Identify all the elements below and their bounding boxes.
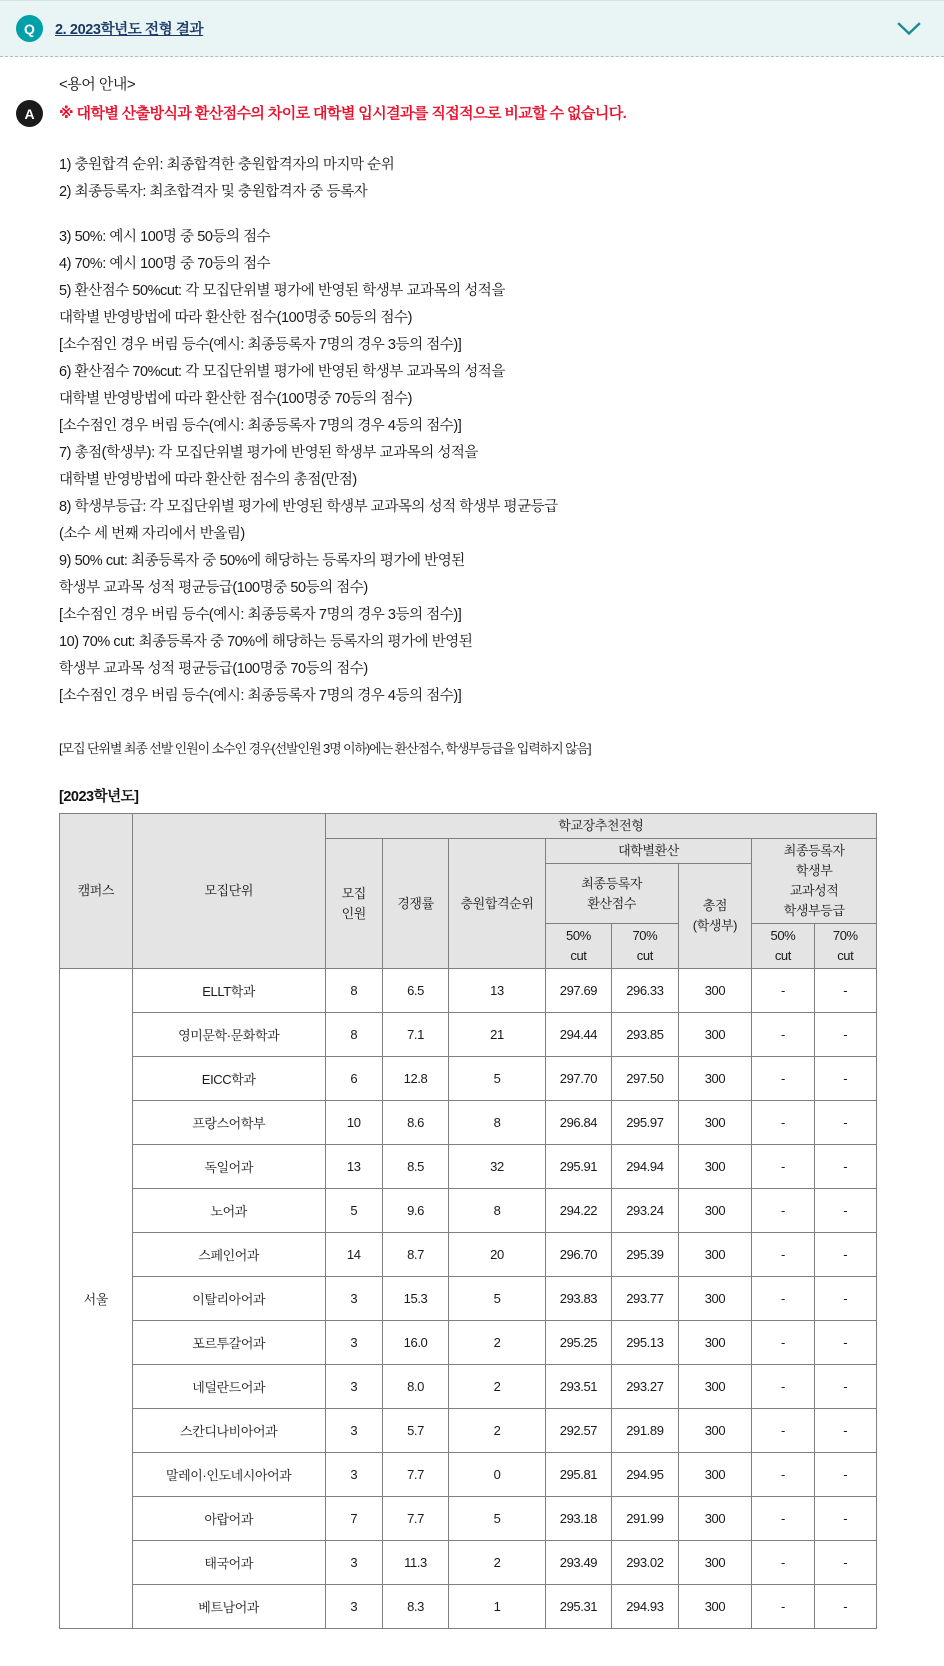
- term-line: (소수 세 번째 자리에서 반올림): [59, 526, 245, 542]
- table-row: [60, 1409, 877, 1453]
- header-grade-cut50: [752, 924, 814, 969]
- cell-ratio: 6.5: [382, 969, 448, 1013]
- cell-extra-rank: 0: [449, 1453, 546, 1497]
- cell-total: 300: [678, 1145, 752, 1189]
- cell-unit-name: 이탈리아어과: [132, 1277, 325, 1321]
- cell-ratio: 8.3: [382, 1585, 448, 1629]
- term-line: 10) 70% cut: 최종등록자 중 70%에 해당하는 등록자의 평가에 반영된: [59, 634, 473, 650]
- header-grade-line3: 교과성적: [789, 883, 839, 898]
- header-total-line2: (학생부): [692, 918, 738, 933]
- cell-total: 300: [678, 1101, 752, 1145]
- cell-score-cut50: 293.83: [545, 1277, 611, 1321]
- terms-spacer: [59, 206, 924, 224]
- term-line: 학생부 교과목 성적 평균등급(100명중 50등의 점수): [59, 580, 368, 596]
- header-total-line1: 총점: [702, 898, 728, 913]
- table-body: [60, 969, 877, 1629]
- cell-unit-name: 아랍어과: [132, 1497, 325, 1541]
- cell-score-cut70: 295.39: [612, 1233, 678, 1277]
- cell-unit-name: ELLT학과: [132, 969, 325, 1013]
- cell-score-cut70: 294.95: [612, 1453, 678, 1497]
- cell-score-cut70: 293.02: [612, 1541, 678, 1585]
- cell-score-cut50: 296.70: [545, 1233, 611, 1277]
- table-head: [60, 814, 877, 969]
- cell-unit-name: 말레이·인도네시아어과: [132, 1453, 325, 1497]
- chevron-down-icon[interactable]: [896, 16, 922, 42]
- answer-badge-icon: A: [16, 100, 43, 127]
- cell-extra-rank: 21: [449, 1013, 546, 1057]
- term-line: 9) 50% cut: 최종등록자 중 50%에 해당하는 등록자의 평가에 반영된: [59, 553, 465, 569]
- cell-extra-rank: 2: [449, 1541, 546, 1585]
- cell-extra-rank: 8: [449, 1189, 546, 1233]
- cell-total: 300: [678, 1013, 752, 1057]
- table-row: [60, 1277, 877, 1321]
- header-grade-cut70: [814, 924, 876, 969]
- cell-grade-cut50: -: [752, 1541, 814, 1585]
- cell-score-cut50: 292.57: [545, 1409, 611, 1453]
- header-final-enrolled-score: [545, 864, 678, 924]
- cell-score-cut50: 297.69: [545, 969, 611, 1013]
- answer-warning-row: [16, 100, 924, 130]
- cell-quota: 5: [325, 1189, 382, 1233]
- header-score-cut50: [545, 924, 611, 969]
- table-row: [60, 1233, 877, 1277]
- cell-ratio: 8.7: [382, 1233, 448, 1277]
- cell-total: 300: [678, 1453, 752, 1497]
- table-row: [60, 1541, 877, 1585]
- cell-unit-name: 베트남어과: [132, 1585, 325, 1629]
- term-line: 2) 최종등록자: 최초합격자 및 충원합격자 중 등록자: [59, 184, 368, 200]
- terms-heading: <용어 안내>: [59, 76, 136, 93]
- table-row: [60, 1145, 877, 1189]
- term-line: [소수점인 경우 버림 등수(예시: 최종등록자 7명의 경우 4등의 점수)]: [59, 418, 462, 434]
- cell-grade-cut70: -: [814, 969, 876, 1013]
- cell-unit-name: 독일어과: [132, 1145, 325, 1189]
- cell-quota: 3: [325, 1321, 382, 1365]
- cell-quota: 3: [325, 1365, 382, 1409]
- header-extra-rank: 충원합격순위: [449, 839, 546, 969]
- header-row-1: [60, 814, 877, 839]
- cell-extra-rank: 1: [449, 1585, 546, 1629]
- header-final-line2: 환산점수: [587, 895, 636, 911]
- cell-total: 300: [678, 1541, 752, 1585]
- header-final-line1: 최종등록자: [581, 875, 643, 891]
- header-quota-line1: 모집: [341, 885, 366, 901]
- cell-score-cut70: 297.50: [612, 1057, 678, 1101]
- term-line: [소수점인 경우 버림 등수(예시: 최종등록자 7명의 경우 3등의 점수)]: [59, 337, 462, 353]
- cell-grade-cut50: -: [752, 1409, 814, 1453]
- cell-extra-rank: 5: [449, 1277, 546, 1321]
- cell-score-cut70: 294.93: [612, 1585, 678, 1629]
- cell-score-cut50: 297.70: [545, 1057, 611, 1101]
- term-line: [소수점인 경우 버림 등수(예시: 최종등록자 7명의 경우 3등의 점수)]: [59, 607, 462, 623]
- header-grade-group: [752, 839, 877, 924]
- cell-total: 300: [678, 1585, 752, 1629]
- cell-unit-name: 포르투갈어과: [132, 1321, 325, 1365]
- cell-unit-name: 노어과: [132, 1189, 325, 1233]
- cell-score-cut70: 296.33: [612, 969, 678, 1013]
- cell-grade-cut70: -: [814, 1101, 876, 1145]
- cell-quota: 7: [325, 1497, 382, 1541]
- table-row: [60, 1365, 877, 1409]
- term-line: [소수점인 경우 버림 등수(예시: 최종등록자 7명의 경우 4등의 점수)]: [59, 688, 462, 704]
- table-row: [60, 1189, 877, 1233]
- cell-ratio: 8.0: [382, 1365, 448, 1409]
- cell-grade-cut70: -: [814, 1277, 876, 1321]
- cell-ratio: 7.7: [382, 1497, 448, 1541]
- cell-grade-cut70: -: [814, 1189, 876, 1233]
- cell-unit-name: 네덜란드어과: [132, 1365, 325, 1409]
- table-row: [60, 1321, 877, 1365]
- cell-grade-cut50: -: [752, 1233, 814, 1277]
- cell-grade-cut70: -: [814, 1145, 876, 1189]
- header-score-cut50-line2: cut: [570, 948, 587, 963]
- cell-grade-cut50: -: [752, 1189, 814, 1233]
- cell-grade-cut70: -: [814, 1585, 876, 1629]
- header-grade-cut70-line2: cut: [837, 948, 854, 963]
- admission-results-table: [59, 813, 877, 1629]
- cell-total: 300: [678, 1189, 752, 1233]
- cell-quota: 3: [325, 1277, 382, 1321]
- cell-total: 300: [678, 1365, 752, 1409]
- cell-ratio: 5.7: [382, 1409, 448, 1453]
- cell-grade-cut50: -: [752, 1585, 814, 1629]
- cell-quota: 3: [325, 1409, 382, 1453]
- cell-score-cut70: 293.24: [612, 1189, 678, 1233]
- table-row: [60, 1453, 877, 1497]
- cell-ratio: 15.3: [382, 1277, 448, 1321]
- cell-score-cut50: 294.44: [545, 1013, 611, 1057]
- cell-score-cut50: 296.84: [545, 1101, 611, 1145]
- cell-extra-rank: 2: [449, 1409, 546, 1453]
- cell-grade-cut70: -: [814, 1013, 876, 1057]
- cell-score-cut50: 294.22: [545, 1189, 611, 1233]
- term-line: 4) 70%: 예시 100명 중 70등의 점수: [59, 256, 271, 272]
- results-table-wrapper: [59, 813, 877, 1629]
- cell-quota: 13: [325, 1145, 382, 1189]
- cell-ratio: 16.0: [382, 1321, 448, 1365]
- table-row: [60, 1101, 877, 1145]
- cell-unit-name: 스칸디나비아어과: [132, 1409, 325, 1453]
- cell-ratio: 7.7: [382, 1453, 448, 1497]
- term-line: 대학별 반영방법에 따라 환산한 점수(100명중 50등의 점수): [59, 310, 412, 326]
- term-line: 8) 학생부등급: 각 모집단위별 평가에 반영된 학생부 교과목의 성적 학생부 평균등급: [59, 499, 558, 515]
- cell-grade-cut50: -: [752, 1277, 814, 1321]
- cell-quota: 3: [325, 1453, 382, 1497]
- cell-grade-cut70: -: [814, 1409, 876, 1453]
- term-line: 학생부 교과목 성적 평균등급(100명중 70등의 점수): [59, 661, 368, 677]
- header-score-cut70-line1: 70%: [632, 928, 658, 943]
- cell-score-cut50: 295.81: [545, 1453, 611, 1497]
- header-score-cut70: [612, 924, 678, 969]
- cell-quota: 3: [325, 1541, 382, 1585]
- cell-total: 300: [678, 1233, 752, 1277]
- cell-ratio: 11.3: [382, 1541, 448, 1585]
- cell-total: 300: [678, 1277, 752, 1321]
- cell-total: 300: [678, 1321, 752, 1365]
- header-quota-line2: 인원: [341, 905, 366, 921]
- header-grade-cut70-line1: 70%: [832, 928, 858, 943]
- cell-unit-name: EICC학과: [132, 1057, 325, 1101]
- question-badge-icon: Q: [16, 15, 43, 42]
- header-total-score: [678, 864, 752, 969]
- cell-score-cut50: 295.91: [545, 1145, 611, 1189]
- header-grade-cut50-line1: 50%: [770, 928, 796, 943]
- term-line: 1) 충원합격 순위: 최종합격한 충원합격자의 마지막 순위: [59, 157, 395, 173]
- cell-unit-name: 스페인어과: [132, 1233, 325, 1277]
- warning-text: ※ 대학별 산출방식과 환산점수의 차이로 대학별 입시결과를 직접적으로 비교할 수 없습니다.: [59, 105, 627, 122]
- header-score-cut50-line1: 50%: [566, 928, 591, 943]
- cell-grade-cut50: -: [752, 1497, 814, 1541]
- cell-score-cut50: 293.49: [545, 1541, 611, 1585]
- term-line: 대학별 반영방법에 따라 환산한 점수(100명중 70등의 점수): [59, 391, 412, 407]
- cell-extra-rank: 8: [449, 1101, 546, 1145]
- cell-grade-cut50: -: [752, 1013, 814, 1057]
- cell-score-cut50: 295.25: [545, 1321, 611, 1365]
- cell-grade-cut50: -: [752, 1057, 814, 1101]
- cell-total: 300: [678, 1497, 752, 1541]
- cell-extra-rank: 2: [449, 1365, 546, 1409]
- cell-ratio: 9.6: [382, 1189, 448, 1233]
- cell-score-cut50: 293.18: [545, 1497, 611, 1541]
- header-ratio: 경쟁률: [382, 839, 448, 969]
- term-line: 7) 총점(학생부): 각 모집단위별 평가에 반영된 학생부 교과목의 성적을: [59, 445, 478, 461]
- cell-grade-cut50: -: [752, 969, 814, 1013]
- header-grade-line2: 학생부: [795, 863, 833, 878]
- cell-quota: 10: [325, 1101, 382, 1145]
- cell-extra-rank: 5: [449, 1497, 546, 1541]
- faq-answer-body: [0, 57, 944, 1639]
- cell-extra-rank: 5: [449, 1057, 546, 1101]
- table-row: [60, 1497, 877, 1541]
- cell-score-cut70: 294.94: [612, 1145, 678, 1189]
- cell-total: 300: [678, 1057, 752, 1101]
- cell-quota: 8: [325, 1013, 382, 1057]
- cell-grade-cut50: -: [752, 1145, 814, 1189]
- cell-score-cut70: 293.77: [612, 1277, 678, 1321]
- table-row: [60, 1013, 877, 1057]
- table-row: [60, 1585, 877, 1629]
- header-score-cut70-line2: cut: [636, 948, 653, 963]
- cell-extra-rank: 13: [449, 969, 546, 1013]
- cell-score-cut70: 295.97: [612, 1101, 678, 1145]
- faq-title-link[interactable]: 2. 2023학년도 전형 결과: [55, 22, 204, 38]
- cell-total: 300: [678, 1409, 752, 1453]
- cell-ratio: 8.6: [382, 1101, 448, 1145]
- cell-unit-name: 영미문학·문화학과: [132, 1013, 325, 1057]
- cell-score-cut70: 293.27: [612, 1365, 678, 1409]
- cell-grade-cut50: -: [752, 1453, 814, 1497]
- cell-grade-cut50: -: [752, 1101, 814, 1145]
- cell-quota: 6: [325, 1057, 382, 1101]
- cell-quota: 3: [325, 1585, 382, 1629]
- header-unit: 모집단위: [132, 814, 325, 969]
- cell-grade-cut70: -: [814, 1233, 876, 1277]
- cell-ratio: 12.8: [382, 1057, 448, 1101]
- cell-score-cut70: 291.89: [612, 1409, 678, 1453]
- term-line: 5) 환산점수 50%cut: 각 모집단위별 평가에 반영된 학생부 교과목의 성적을: [59, 283, 505, 299]
- cell-quota: 14: [325, 1233, 382, 1277]
- header-grade-cut50-line2: cut: [774, 948, 791, 963]
- cell-extra-rank: 20: [449, 1233, 546, 1277]
- header-conversion-group: 대학별환산: [545, 839, 752, 864]
- header-quota: [325, 839, 382, 969]
- faq-question-header[interactable]: [0, 0, 944, 57]
- header-grade-line1: 최종등록자: [783, 843, 845, 858]
- cell-score-cut70: 295.13: [612, 1321, 678, 1365]
- header-grade-line4: 학생부등급: [783, 903, 845, 918]
- cell-extra-rank: 2: [449, 1321, 546, 1365]
- cell-grade-cut70: -: [814, 1321, 876, 1365]
- cell-quota: 8: [325, 969, 382, 1013]
- header-campus: 캠퍼스: [60, 814, 133, 969]
- cell-grade-cut70: -: [814, 1057, 876, 1101]
- table-row: [60, 969, 877, 1013]
- cell-grade-cut70: -: [814, 1365, 876, 1409]
- header-admission-type: 학교장추천전형: [325, 814, 876, 839]
- term-line: 3) 50%: 예시 100명 중 50등의 점수: [59, 229, 271, 245]
- term-line: 6) 환산점수 70%cut: 각 모집단위별 평가에 반영된 학생부 교과목의 성적을: [59, 364, 505, 380]
- cell-unit-name: 태국어과: [132, 1541, 325, 1585]
- cell-score-cut70: 293.85: [612, 1013, 678, 1057]
- cell-grade-cut70: -: [814, 1541, 876, 1585]
- cell-grade-cut70: -: [814, 1453, 876, 1497]
- terms-footnote: [모집 단위별 최종 선발 인원이 소수인 경우(선발인원 3명 이하)에는 환산점수, 학생부등급을 입력하지 않음]: [59, 741, 591, 756]
- cell-total: 300: [678, 969, 752, 1013]
- terms-list: [59, 152, 924, 710]
- cell-score-cut50: 295.31: [545, 1585, 611, 1629]
- cell-score-cut50: 293.51: [545, 1365, 611, 1409]
- cell-ratio: 7.1: [382, 1013, 448, 1057]
- term-line: 대학별 반영방법에 따라 환산한 점수의 총점(만점): [59, 472, 357, 488]
- cell-ratio: 8.5: [382, 1145, 448, 1189]
- cell-extra-rank: 32: [449, 1145, 546, 1189]
- cell-score-cut70: 291.99: [612, 1497, 678, 1541]
- cell-grade-cut50: -: [752, 1321, 814, 1365]
- table-year-label: [2023학년도]: [59, 789, 139, 805]
- cell-grade-cut70: -: [814, 1497, 876, 1541]
- table-row: [60, 1057, 877, 1101]
- cell-campus: 서울: [60, 969, 133, 1629]
- cell-unit-name: 프랑스어학부: [132, 1101, 325, 1145]
- cell-grade-cut50: -: [752, 1365, 814, 1409]
